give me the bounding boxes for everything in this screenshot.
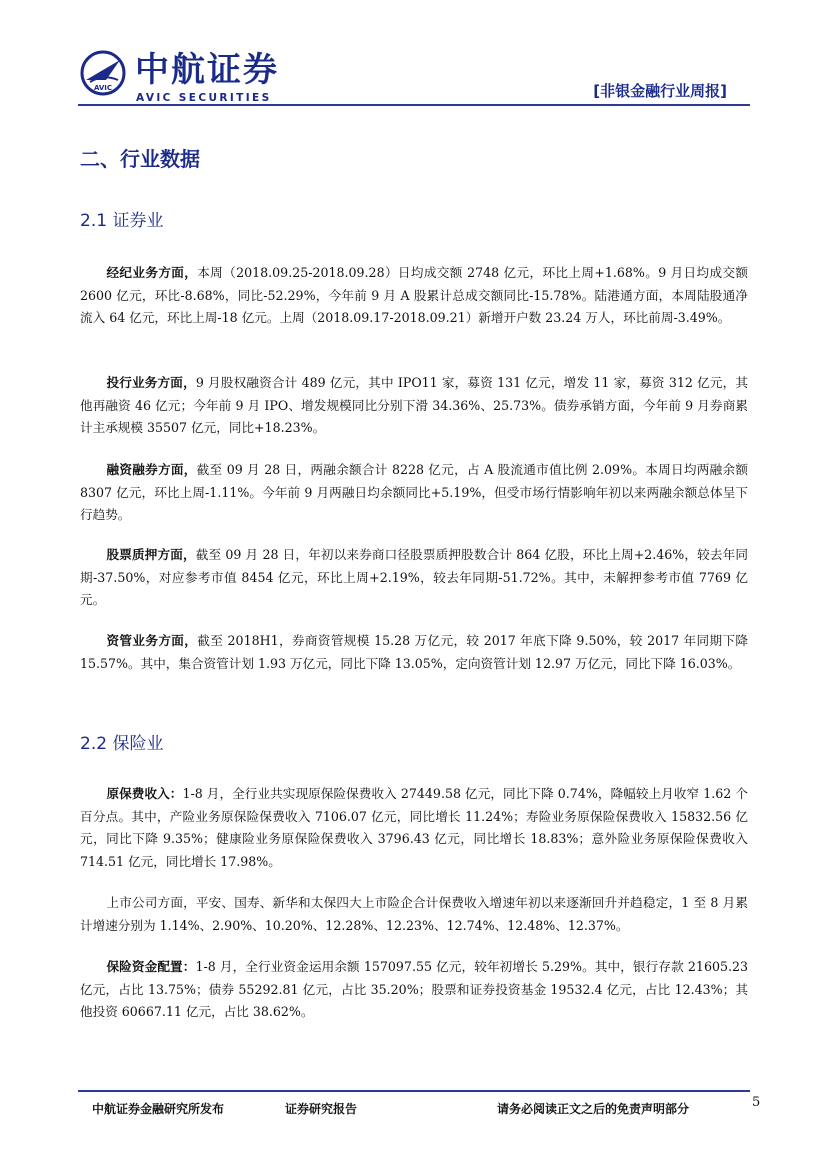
paragraph-premium-income xyxy=(80,783,748,873)
footer-disclaimer: 请务必阅读正文之后的免责声明部分 xyxy=(497,1102,690,1116)
paragraph-fund-allocation xyxy=(80,956,748,1024)
securities-subtitle: 2.1 证券业 xyxy=(80,211,164,231)
paragraph-lead: 资管业务方面， xyxy=(106,633,198,648)
logo-badge-text: AVIC xyxy=(93,84,113,92)
paragraph-body: 本周（2018.09.25-2018.09.28）日均成交额 2748 亿元，环比上周+1.68%。9 月日均成交额 2600 亿元，环比-8.68%，同比-52.29%，今年前 9 月 A 股累计总成交额同比-15.78%。陆港通方面，本周陆股通净流入 64 亿元，环比上周-18 亿元。上周（2018.09.17-2018.09.21）新增开户数 23.24 万人，环比前周-3.49%。 xyxy=(80,265,749,325)
footer-divider xyxy=(78,1090,750,1092)
paragraph-lead: 投行业务方面， xyxy=(106,375,196,390)
paragraph-ibanking xyxy=(80,372,748,440)
paragraph-body: 1-8 月，全行业资金运用余额 157097.55 亿元，较年初增长 5.29%。其中，银行存款 21605.23 亿元，占比 13.75%；债券 55292.81 亿元，占比 35.20%；股票和证券投资基金 19532.4 亿元，占比 12.43%；其他投资 60667.11 亿元，占比 38.62%。 xyxy=(80,959,749,1019)
paragraph-margin-trading xyxy=(80,459,748,527)
report-type-label: [非银金融行业周报] xyxy=(593,82,727,100)
paragraph-asset-management xyxy=(80,630,748,675)
paragraph-lead: 经纪业务方面， xyxy=(106,265,198,280)
paragraph-lead: 融资融券方面， xyxy=(106,462,197,477)
paragraph-body: 截至 09 月 28 日，两融余额合计 8228 亿元，占 A 股流通市值比例 2.09%。本周日均两融余额 8307 亿元，环比上周-1.11%。今年前 9 月两融日均余额同比+5.19%，但受市场行情影响年初以来两融余额总体呈下行趋势。 xyxy=(80,462,749,522)
header-divider xyxy=(78,104,750,106)
logo-english-name: AVIC SECURITIES xyxy=(136,92,272,104)
paragraph-body: 9 月股权融资合计 489 亿元，其中 IPO11 家，募资 131 亿元，增发 11 家，募资 312 亿元，其他再融资 46 亿元；今年前 9 月 IPO、增发规模同比分别下滑 34.36%、25.73%。债券承销方面，今年前 9 月券商累计主承规模 35507 亿元，同比+18.23%。 xyxy=(80,375,749,435)
paragraph-body: 截至 2018H1，券商资管规模 15.28 万亿元，较 2017 年底下降 9.50%，较 2017 年同期下降 15.57%。其中，集合资管计划 1.93 万亿元，同比下降 13.05%，定向资管计划 12.97 万亿元，同比下降 16.03%。 xyxy=(80,633,749,671)
footer-publisher: 中航证券金融研究所发布 xyxy=(92,1102,225,1116)
paragraph-body: 1-8 月，全行业共实现原保险保费收入 27449.58 亿元，同比下降 0.74%，降幅较上月收窄 1.62 个百分点。其中，产险业务原保险保费收入 7106.07 亿元，同比增长 11.24%；寿险业务原保险保费收入 15832.56 亿元，同比下降 9.35%；健康险业务原保险保费收入 3796.43 亿元，同比增长 18.83%；意外险业务原保险保费收入 714.51 亿元，同比增长 17.98%。 xyxy=(80,786,748,869)
paragraph-body: 上市公司方面，平安、国寿、新华和太保四大上市险企合计保费收入增速年初以来逐渐回升并趋稳定，1 至 8 月累计增速分别为 1.14%、2.90%、10.20%、12.28%、12.23%、12.74%、12.48%、12.37%。 xyxy=(80,895,748,933)
paragraph-listed-companies xyxy=(80,892,748,937)
page-number: 5 xyxy=(752,1095,761,1110)
paragraph-stock-pledge xyxy=(80,544,748,612)
paragraph-lead: 股票质押方面， xyxy=(106,547,196,562)
insurance-subtitle: 2.2 保险业 xyxy=(80,734,164,754)
paragraph-brokerage xyxy=(80,262,748,330)
page-header xyxy=(0,0,827,110)
avic-logo-icon xyxy=(80,50,126,96)
paragraph-lead: 保险资金配置： xyxy=(106,959,196,974)
logo-chinese-name: 中航证券 xyxy=(135,50,279,90)
section-title: 二、行业数据 xyxy=(80,147,200,171)
footer-report-kind: 证券研究报告 xyxy=(285,1102,358,1116)
paragraph-body: 截至 09 月 28 日，年初以来券商口径股票质押股数合计 864 亿股，环比上周+2.46%，较去年同期-37.50%，对应参考市值 8454 亿元，环比上周+2.19%，较去年同期-51.72%。其中，未解押参考市值 7769 亿元。 xyxy=(80,547,749,607)
paragraph-lead: 原保费收入： xyxy=(106,786,183,801)
